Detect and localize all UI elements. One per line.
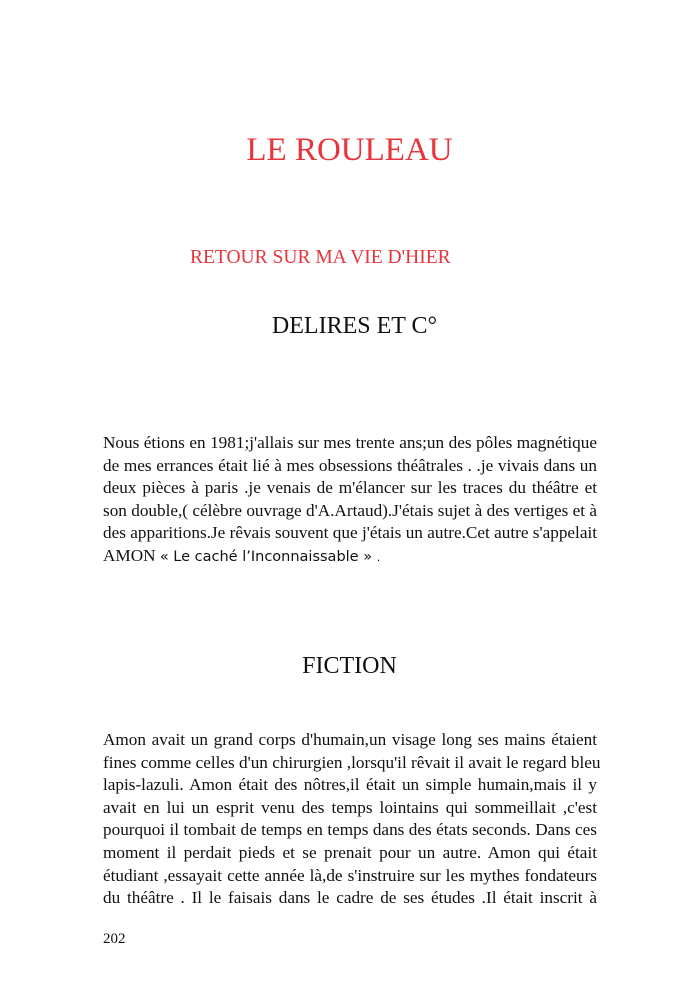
- fiction-paragraph: [103, 729, 601, 910]
- paragraph-line: des apparitions.Je rêvais souvent que j'étais un autre.Cet autre s'appelait: [103, 523, 597, 543]
- section-heading-fiction: FICTION: [302, 653, 397, 679]
- paragraph-line: étudiant ,essayait cette année là,de s'instruire sur les mythes fondateurs: [103, 865, 597, 885]
- intro-paragraph: [103, 432, 597, 570]
- paragraph-line: avait en lui un esprit venu des temps lointains qui sommeillait ,c'est: [103, 797, 597, 817]
- paragraph-line: lapis-lazuli. Amon était des nôtres,il était un simple humain,mais il y: [103, 775, 597, 795]
- amon-quote: « Le caché l’Inconnaissable »: [159, 548, 377, 565]
- page-number: 202: [103, 931, 126, 947]
- paragraph-line: moment il perdait pieds et se prenait pour un autre. Amon qui était: [103, 842, 597, 862]
- quote-period: .: [376, 550, 381, 564]
- paragraph-line: son double,( célèbre ouvrage d'A.Artaud).J'étais sujet à des vertiges et à: [103, 500, 597, 520]
- paragraph-line: de mes errances était lié à mes obsessions théâtrales . .je vivais dans un: [103, 455, 597, 475]
- paragraph-line: Amon avait un grand corps d'humain,un visage long ses mains étaient: [103, 730, 597, 749]
- paragraph-last-line: [103, 545, 597, 570]
- amon-name: AMON: [103, 545, 160, 565]
- paragraph-line: fines comme celles d'un chirurgien ,lorsqu'il rêvait il avait le regard bleu: [103, 752, 601, 772]
- book-subtitle: RETOUR SUR MA VIE D'HIER: [190, 247, 451, 268]
- paragraph-line: pourquoi il tombait de temps en temps dans des états seconds. Dans ces: [103, 820, 597, 840]
- section-heading-delires: DELIRES ET C°: [271, 313, 438, 339]
- paragraph-line: deux pièces à paris .je venais de m'élancer sur les traces du théâtre et: [103, 478, 597, 498]
- book-title: LE ROULEAU: [246, 132, 453, 168]
- paragraph-line: Nous étions en 1981;j'allais sur mes trente ans;un des pôles magnétique: [103, 433, 597, 452]
- paragraph-line: du théâtre . Il le faisais dans le cadre de ses études .Il était inscrit à: [103, 888, 597, 908]
